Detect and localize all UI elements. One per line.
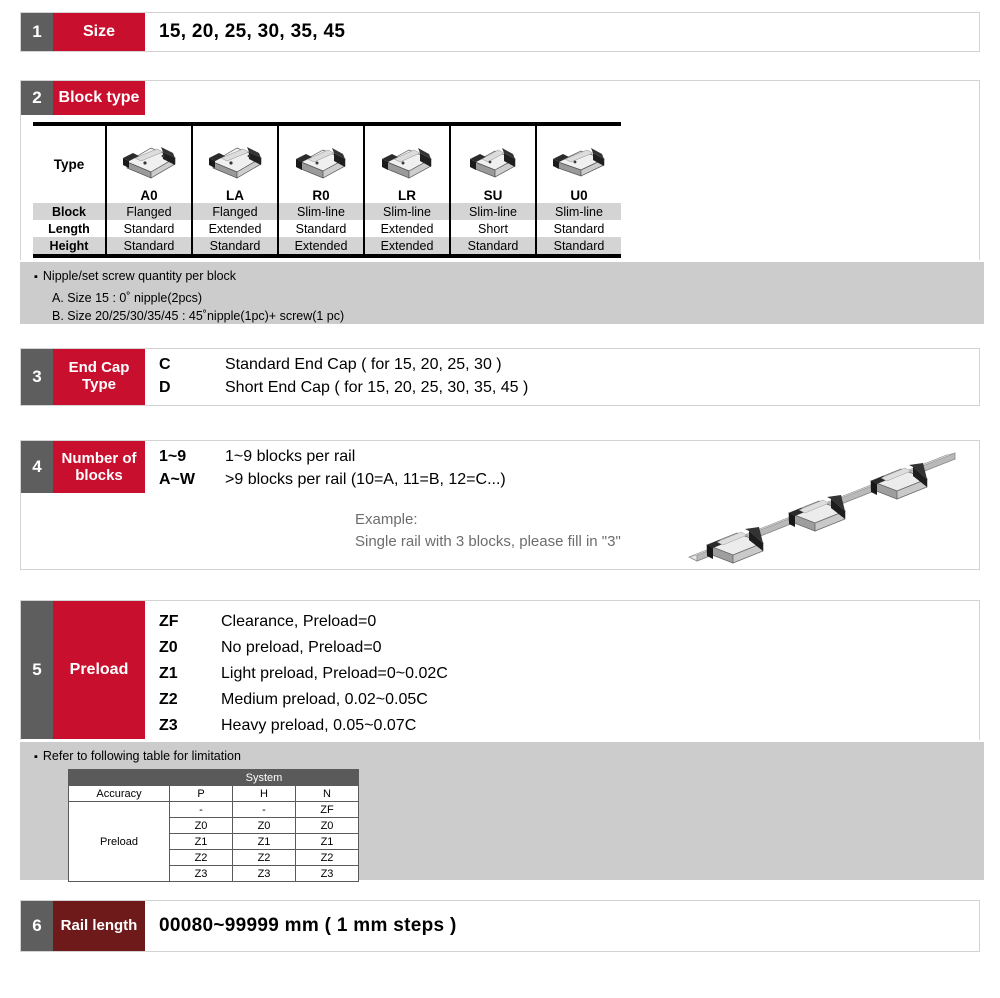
section-rail-length — [20, 900, 980, 952]
preload-header: Preload — [69, 802, 170, 882]
block-image-cell — [192, 126, 278, 188]
list-item — [159, 377, 528, 400]
blocks-code: A~W — [159, 470, 195, 488]
preload-desc: Clearance, Preload=0 — [221, 613, 377, 630]
block-code: R0 — [278, 188, 364, 203]
linear-block-icon — [199, 130, 271, 184]
cell-p: Z2 — [170, 850, 233, 866]
blocks-desc: 1~9 blocks per rail — [225, 448, 356, 465]
cell-n: Z3 — [296, 866, 359, 882]
cell-height: Extended — [278, 237, 364, 254]
section-number-3: 3 — [21, 349, 53, 405]
cell-length: Standard — [553, 221, 605, 236]
linear-block-icon — [457, 130, 529, 184]
section-number-4: 4 — [21, 441, 53, 493]
cell-block: Flanged — [106, 203, 192, 220]
preload-limitation-table — [68, 769, 359, 882]
blocks-count-list — [159, 441, 506, 491]
section-number-6: 6 — [21, 901, 53, 951]
block-code: A0 — [106, 188, 192, 203]
note-line-b: B. Size 20/25/30/35/45 : 45˚nipple(1pc)+ screw(1 pc) — [52, 309, 345, 324]
end-cap-list — [159, 349, 528, 399]
cell-n: Z0 — [296, 818, 359, 834]
note-band-limitation — [20, 742, 984, 880]
cell-p: - — [170, 802, 233, 818]
end-cap-desc: Standard End Cap ( for 15, 20, 25, 30 ) — [225, 356, 502, 373]
blocks-code: 1~9 — [159, 448, 187, 465]
preload-code: ZF — [159, 613, 179, 630]
cell-height: Standard — [536, 237, 621, 254]
end-cap-code: D — [159, 378, 171, 396]
preload-desc: Medium preload, 0.02~0.05C — [221, 691, 428, 709]
cell-h: Z1 — [233, 834, 296, 850]
section-content-end-cap-type — [145, 349, 979, 405]
cell-height: Extended — [364, 237, 450, 254]
section-preload — [20, 600, 980, 740]
table-row-images — [33, 126, 621, 188]
preload-code: Z2 — [159, 691, 178, 709]
section-label-end-cap-type: End Cap Type — [53, 349, 145, 405]
cell-length: Extended — [364, 220, 450, 237]
example-title: Example: — [355, 511, 418, 528]
block-code: SU — [450, 188, 536, 203]
block-code: LR — [364, 188, 450, 203]
system-header-spacer — [69, 770, 170, 786]
system-header: System — [170, 770, 359, 786]
table-row-height — [33, 237, 621, 254]
section-number-1: 1 — [21, 13, 53, 51]
section-label-number-of-blocks: Number of blocks — [53, 441, 145, 493]
row-label-height: Height — [33, 237, 106, 254]
section-content-rail-length — [145, 901, 979, 951]
section-number-2: 2 — [21, 81, 53, 115]
cell-h: - — [233, 802, 296, 818]
preload-desc: Light preload, Preload=0~0.02C — [221, 665, 448, 683]
table-bottom-rule — [33, 254, 621, 258]
list-item — [159, 609, 448, 635]
section-label-rail-length: Rail length — [53, 901, 145, 951]
linear-block-icon — [543, 130, 615, 184]
cell-p: Z3 — [170, 866, 233, 882]
table-row-accuracy — [69, 786, 359, 802]
cell-block: Flanged — [192, 203, 278, 220]
note-bullet-limitation: ▪ Refer to following table for limitation — [20, 742, 984, 763]
cell-h: Z2 — [233, 850, 296, 866]
section-label-block-type: Block type — [53, 81, 145, 115]
cell-n: Z1 — [296, 834, 359, 850]
section-label-preload: Preload — [53, 601, 145, 739]
linear-block-icon — [113, 130, 185, 184]
blocks-desc: >9 blocks per rail (10=A, 11=B, 12=C...) — [225, 470, 506, 488]
cell-block: Slim-line — [278, 203, 364, 220]
row-label-length: Length — [33, 220, 106, 237]
table-row-block — [33, 203, 621, 220]
end-cap-code: C — [159, 356, 171, 373]
list-item — [159, 469, 506, 492]
cell-n: Z2 — [296, 850, 359, 866]
table-row-length — [33, 220, 621, 237]
cell-h: Z3 — [233, 866, 296, 882]
cell-length: Standard — [106, 220, 192, 237]
section-content-preload — [145, 601, 979, 740]
cell-block: Slim-line — [364, 203, 450, 220]
accuracy-header: Accuracy — [69, 786, 170, 802]
section-end-cap-type — [20, 348, 980, 406]
end-cap-desc: Short End Cap ( for 15, 20, 25, 30, 35, 45 ) — [225, 378, 529, 396]
cell-block: Slim-line — [536, 203, 621, 220]
note-band-nipple — [20, 262, 984, 324]
cell-block: Slim-line — [450, 203, 536, 220]
accuracy-col-p: P — [170, 786, 233, 802]
table-row-codes — [33, 188, 621, 203]
preload-desc: No preload, Preload=0 — [221, 639, 382, 657]
cell-n: ZF — [296, 802, 359, 818]
example-note — [355, 509, 621, 553]
block-image-cell — [536, 126, 621, 188]
section-size — [20, 12, 980, 52]
row-label-block: Block — [33, 203, 106, 220]
cell-h: Z0 — [233, 818, 296, 834]
block-image-cell — [278, 126, 364, 188]
linear-block-icon — [285, 130, 357, 184]
list-item — [159, 661, 448, 687]
preload-list — [159, 601, 448, 739]
cell-height: Standard — [450, 237, 536, 254]
list-item — [159, 354, 528, 377]
example-text: Single rail with 3 blocks, please fill in "3" — [355, 532, 621, 550]
cell-length: Short — [450, 220, 536, 237]
list-item — [159, 687, 448, 713]
block-type-table — [33, 126, 621, 254]
cell-p: Z1 — [170, 834, 233, 850]
preload-code: Z0 — [159, 639, 178, 657]
rail-length-value: 00080~99999 mm ( 1 mm steps ) — [159, 915, 457, 936]
block-image-cell — [106, 126, 192, 188]
note-bullet-nipple: ▪ Nipple/set screw quantity per block — [20, 262, 984, 283]
block-image-cell — [364, 126, 450, 188]
preload-desc: Heavy preload, 0.05~0.07C — [221, 717, 417, 735]
section-content-size — [145, 13, 979, 51]
block-code: U0 — [536, 188, 621, 203]
note-line-a: A. Size 15 : 0˚ nipple(2pcs) — [52, 291, 203, 305]
cell-length: Standard — [278, 220, 364, 237]
section-content-number-of-blocks — [145, 441, 979, 569]
cell-height: Standard — [106, 237, 192, 254]
list-item — [159, 713, 448, 739]
cell-length: Extended — [192, 220, 278, 237]
block-code: LA — [192, 188, 278, 203]
section-label-size: Size — [53, 13, 145, 51]
accuracy-col-n: N — [296, 786, 359, 802]
linear-block-icon — [371, 130, 443, 184]
section-number-of-blocks — [20, 440, 980, 570]
table-row-system — [69, 770, 359, 786]
cell-p: Z0 — [170, 818, 233, 834]
list-item — [159, 446, 506, 469]
rail-with-blocks-illustration — [671, 445, 971, 565]
cell-height: Standard — [192, 237, 278, 254]
section-number-5: 5 — [21, 601, 53, 739]
preload-code: Z3 — [159, 717, 178, 735]
preload-code: Z1 — [159, 665, 178, 683]
list-item — [159, 635, 448, 661]
type-header-cell: Type — [33, 126, 106, 203]
table-row — [69, 802, 359, 818]
size-values: 15, 20, 25, 30, 35, 45 — [159, 21, 346, 42]
accuracy-col-h: H — [233, 786, 296, 802]
block-type-table-wrapper — [33, 122, 621, 258]
block-image-cell — [450, 126, 536, 188]
